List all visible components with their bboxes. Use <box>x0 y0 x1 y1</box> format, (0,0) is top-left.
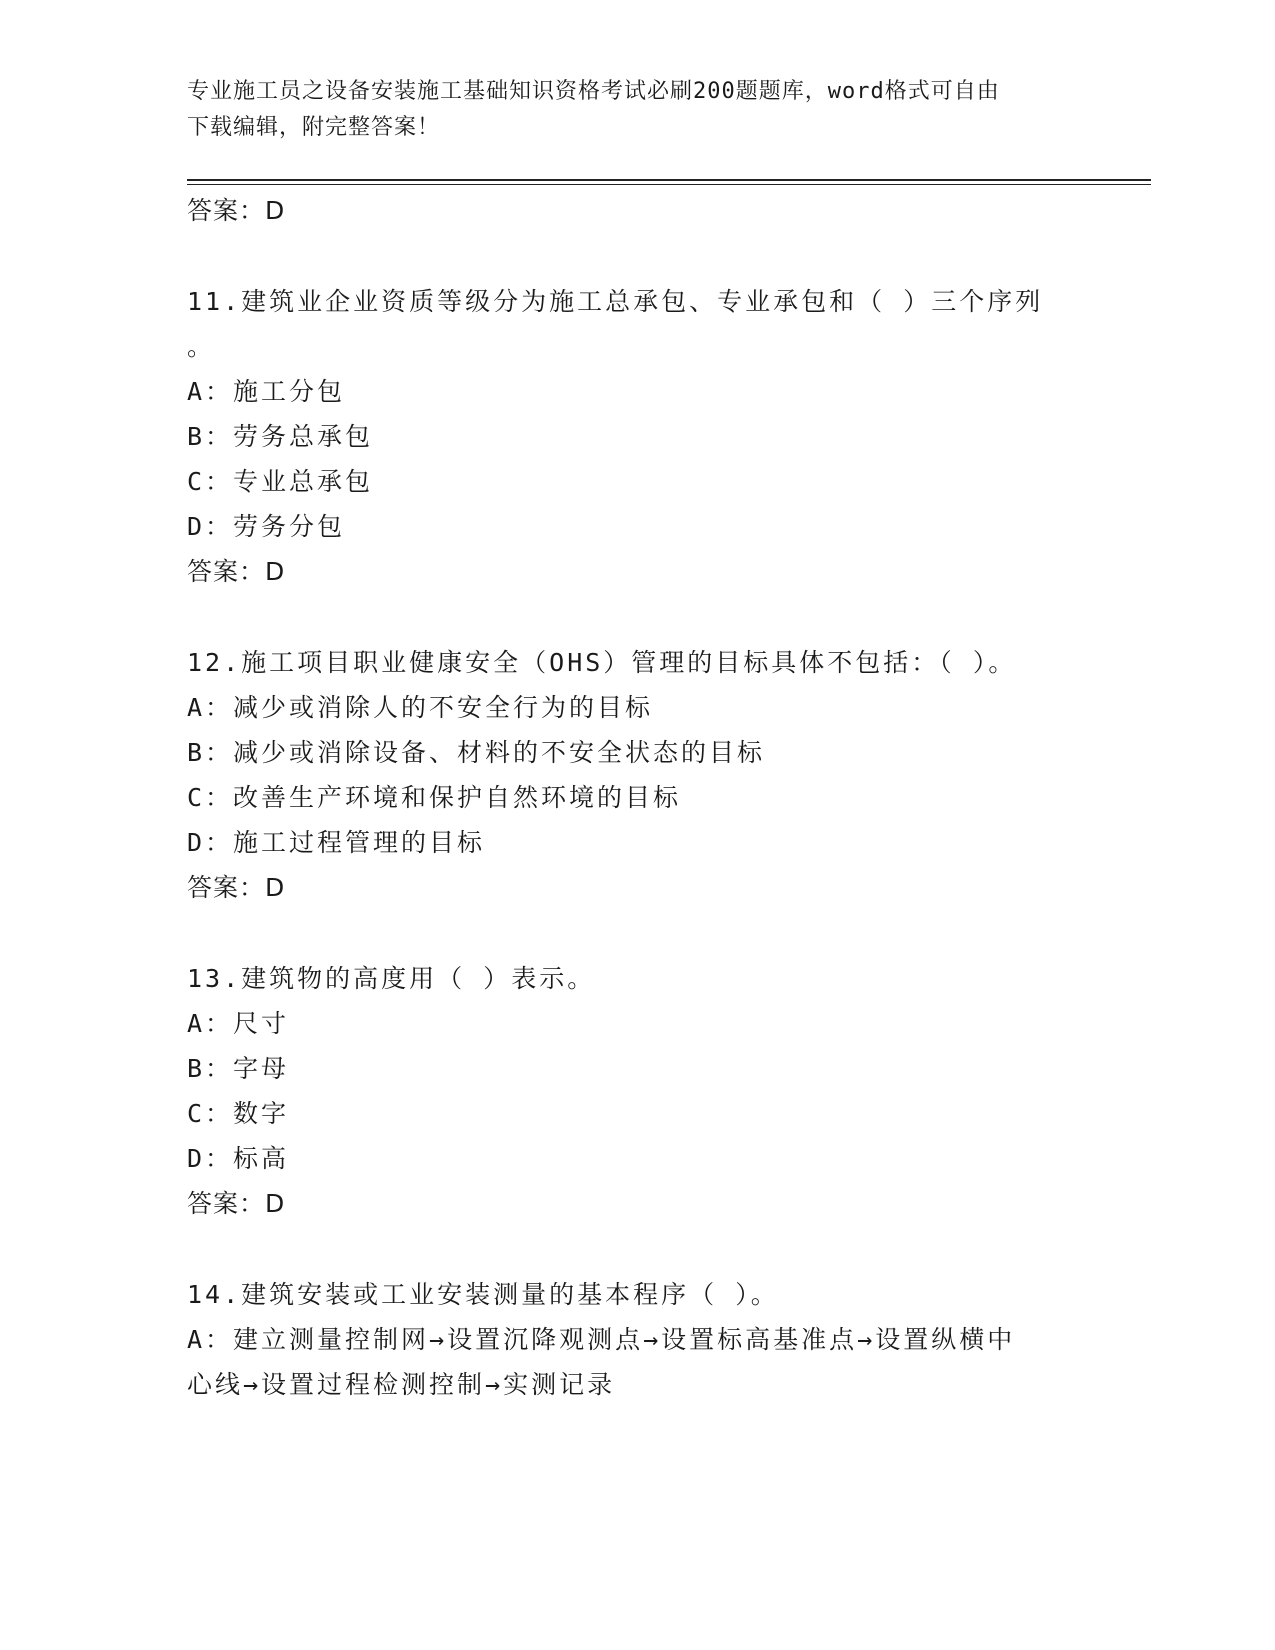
question-block <box>187 1272 1087 1407</box>
option-c: C：改善生产环境和保护自然环境的目标 <box>187 783 682 812</box>
option-d: D：劳务分包 <box>187 512 346 541</box>
spacer <box>187 910 1087 956</box>
answer-line: 答案：D <box>187 1189 286 1218</box>
question-list <box>187 188 1087 1407</box>
question-stem: 11.建筑业企业资质等级分为施工总承包、专业承包和（ ）三个序列 <box>187 287 1044 316</box>
option-a-continuation: 心线→设置过程检测控制→实测记录 <box>187 1370 616 1399</box>
question-block <box>187 279 1087 594</box>
option-a: A：减少或消除人的不安全行为的目标 <box>187 693 654 722</box>
option-b: B：减少或消除设备、材料的不安全状态的目标 <box>187 738 766 767</box>
option-b: B：劳务总承包 <box>187 422 374 451</box>
option-b: B：字母 <box>187 1054 290 1083</box>
question-stem: 13.建筑物的高度用（ ）表示。 <box>187 964 596 993</box>
option-d: D：标高 <box>187 1144 290 1173</box>
answer-line: 答案：D <box>187 873 286 902</box>
header-line-1: 专业施工员之设备安装施工基础知识资格考试必刷200题题库，word格式可自由 <box>187 79 1000 104</box>
header-line-2: 下载编辑，附完整答案！ <box>187 115 441 140</box>
option-d: D：施工过程管理的目标 <box>187 828 486 857</box>
question-stem-continuation: 。 <box>187 332 216 361</box>
spacer <box>187 594 1087 640</box>
document-header <box>187 74 1087 146</box>
option-c: C：数字 <box>187 1099 290 1128</box>
header-divider-thin <box>187 184 1151 185</box>
answer-line: 答案：D <box>187 196 286 225</box>
question-block <box>187 956 1087 1226</box>
option-a: A：尺寸 <box>187 1009 290 1038</box>
option-a: A：建立测量控制网→设置沉降观测点→设置标高基准点→设置纵横中 <box>187 1325 1016 1354</box>
option-c: C：专业总承包 <box>187 467 374 496</box>
question-stem: 12.施工项目职业健康安全（OHS）管理的目标具体不包括：（ ）。 <box>187 648 1017 677</box>
spacer <box>187 233 1087 279</box>
option-a: A：施工分包 <box>187 377 346 406</box>
question-stem: 14.建筑安装或工业安装测量的基本程序（ ）。 <box>187 1280 779 1309</box>
header-divider-thick <box>187 179 1151 181</box>
spacer <box>187 1226 1087 1272</box>
question-block <box>187 640 1087 910</box>
answer-line: 答案：D <box>187 557 286 586</box>
